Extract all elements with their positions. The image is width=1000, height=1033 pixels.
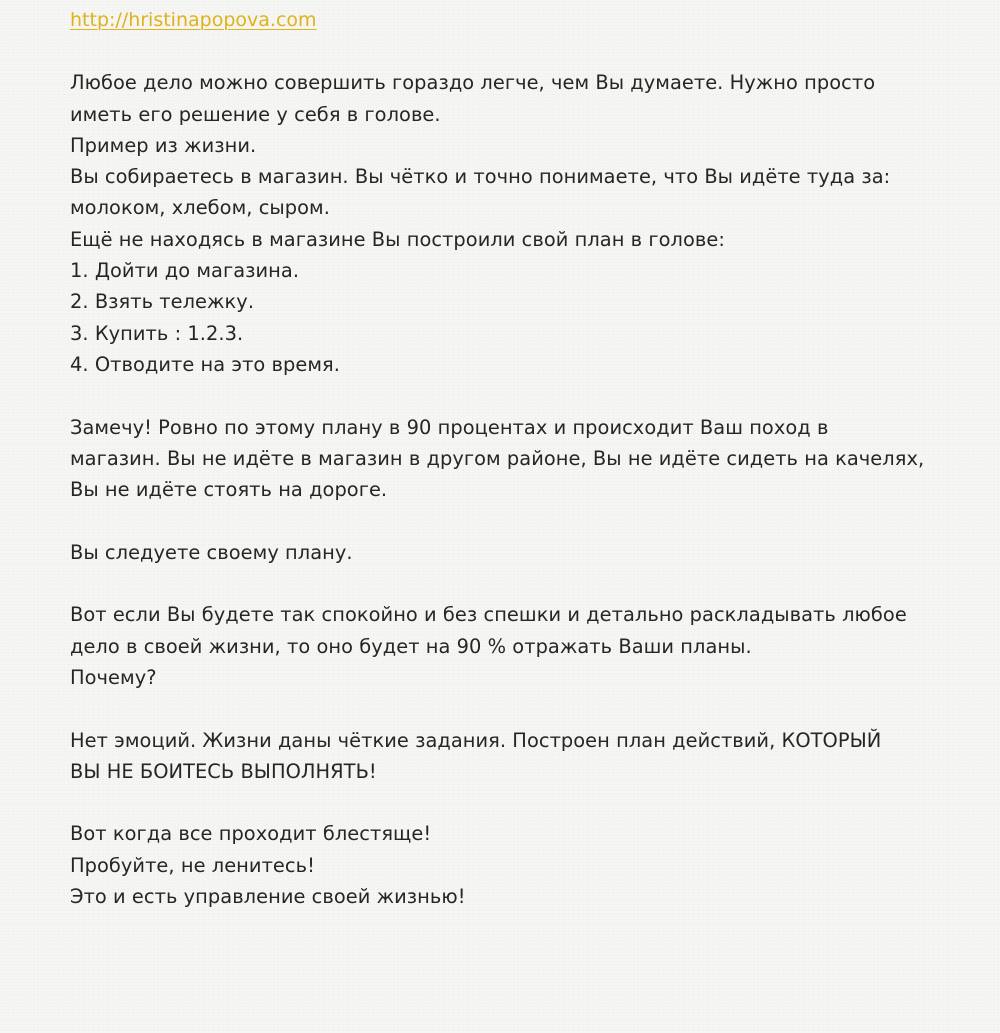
website-link[interactable]: http://hristinapopova.com — [70, 9, 317, 31]
text-line: Вы собираетесь в магазин. Вы чётко и точно понимаете, что Вы идёте туда за: — [70, 165, 891, 189]
list-item: 1. Дойти до магазина. — [70, 259, 300, 283]
note-body — [70, 5, 970, 912]
list-item: 2. Взять тележку. — [70, 290, 255, 314]
text-line: иметь его решение у себя в голове. — [70, 102, 441, 126]
text-line: Нет эмоций. Жизни даны чёткие задания. Построен план действий, КОТОРЫЙ — [70, 728, 882, 752]
text-line: Замечу! Ровно по этому плану в 90 процентах и происходит Ваш поход в — [70, 415, 829, 439]
blank-line — [70, 693, 970, 724]
blank-line — [70, 787, 970, 818]
text-line: дело в своей жизни, то оно будет на 90 % отражать Ваши планы. — [70, 634, 752, 658]
text-line: Почему? — [70, 665, 157, 689]
text-line: Любое дело можно совершить гораздо легче, чем Вы думаете. Нужно просто — [70, 71, 876, 95]
text-line: Вы не идёте стоять на дороге. — [70, 478, 388, 502]
text-line: молоком, хлебом, сыром. — [70, 196, 330, 220]
text-line: ВЫ НЕ БОИТЕСЬ ВЫПОЛНЯТЬ! — [70, 759, 377, 783]
text-line: Пример из жизни. — [70, 133, 257, 157]
text-line: Вот когда все проходит блестяще! — [70, 822, 432, 846]
list-item: 3. Купить : 1.2.3. — [70, 321, 244, 345]
text-line: магазин. Вы не идёте в магазин в другом районе, Вы не идёте сидеть на качелях, — [70, 446, 925, 470]
text-line: Это и есть управление своей жизнью! — [70, 885, 466, 909]
blank-line — [70, 505, 970, 536]
blank-line — [70, 36, 970, 67]
blank-line — [70, 568, 970, 599]
text-line: Ещё не находясь в магазине Вы построили свой план в голове: — [70, 227, 725, 251]
text-line: Вот если Вы будете так спокойно и без спешки и детально раскладывать любое — [70, 603, 907, 627]
blank-line — [70, 380, 970, 411]
text-line: Пробуйте, не ленитесь! — [70, 853, 315, 877]
list-item: 4. Отводите на это время. — [70, 352, 340, 376]
text-line: Вы следуете своему плану. — [70, 540, 353, 564]
